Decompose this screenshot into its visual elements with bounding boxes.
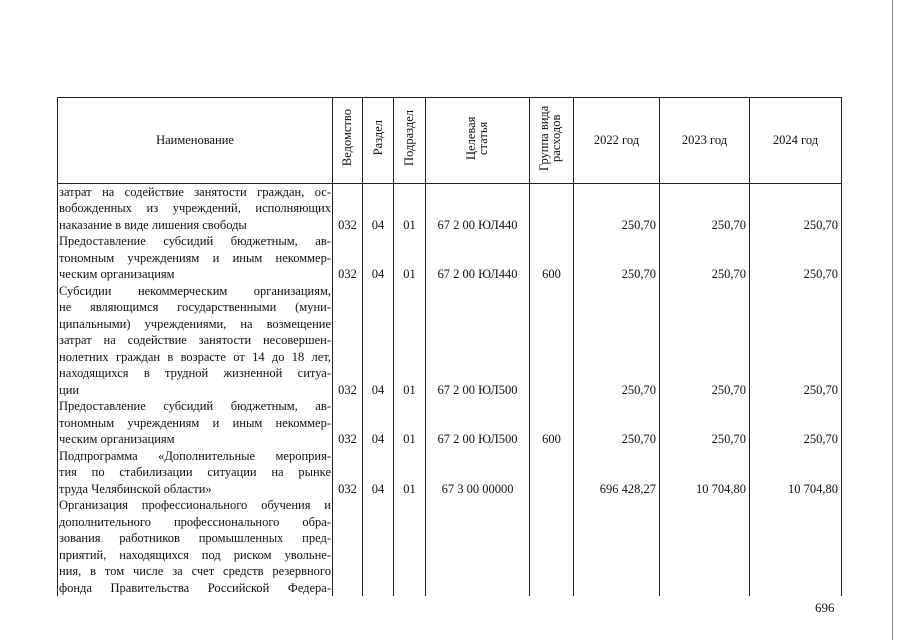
- row-value-2023: 250,70: [660, 283, 750, 399]
- row-name-line: Субсидии некоммерческим организациям,: [59, 283, 331, 298]
- table-row: [58, 497, 842, 596]
- row-expense-group: 600: [530, 233, 574, 283]
- row-name-line: ческим организациям: [59, 267, 175, 281]
- row-value-2024: 10 704,80: [750, 448, 842, 498]
- row-name-line: затрат на содействие занятости несовершен-: [59, 333, 331, 347]
- row-name-cell: [58, 398, 333, 448]
- header-department: Ведомство: [333, 98, 363, 184]
- row-name-line: ческим организациям: [59, 432, 175, 446]
- row-name-line: не являющимся государственными (муни-: [59, 300, 331, 314]
- row-name-line: Подпрограмма «Дополнительные мероприя-: [59, 448, 331, 463]
- table-row: [58, 448, 842, 498]
- page-edge-line: [892, 0, 893, 640]
- row-value-2023: [660, 497, 750, 596]
- row-subsection: 01: [394, 183, 426, 233]
- row-value-2024: 250,70: [750, 233, 842, 283]
- row-name-line: ципальными) учреждениями, на возмещение: [59, 316, 331, 331]
- table-row: [58, 283, 842, 399]
- row-name-line: Организация профессионального обучения и: [59, 498, 331, 512]
- header-2023: 2023 год: [660, 98, 750, 184]
- row-subsection: 01: [394, 233, 426, 283]
- row-name-line: фонда Правительства Российской Федера-: [59, 580, 331, 595]
- row-name-line: тономным учреждениям и иным некоммер-: [59, 250, 331, 265]
- row-name-line: Предоставление субсидий бюджетным, ав-: [59, 399, 331, 413]
- row-name-line: наказание в виде лишения свободы: [59, 217, 247, 232]
- row-target-article: 67 2 00 ЮЛ500: [426, 283, 530, 399]
- row-expense-group: [530, 183, 574, 233]
- row-name-line: приятий, находящихся под риском увольне-: [59, 547, 331, 562]
- table-body: [58, 183, 842, 596]
- row-section: 04: [363, 283, 394, 399]
- row-value-2022: [574, 497, 660, 596]
- row-name-line: находящихся в трудной жизненной ситуа-: [59, 366, 331, 380]
- row-name-line: дополнительного профессионального обра-: [59, 514, 331, 529]
- row-value-2024: 250,70: [750, 183, 842, 233]
- row-subsection: 01: [394, 398, 426, 448]
- table-row: [58, 233, 842, 283]
- header-section: Раздел: [363, 98, 394, 184]
- row-target-article: 67 2 00 ЮЛ440: [426, 233, 530, 283]
- row-name-cell: [58, 283, 333, 399]
- row-department: 032: [333, 183, 363, 233]
- row-name-cell: [58, 497, 333, 596]
- row-target-article: [426, 497, 530, 596]
- header-expense-group: Группа вида расходов: [530, 98, 574, 184]
- row-value-2022: 250,70: [574, 183, 660, 233]
- row-value-2022: 250,70: [574, 283, 660, 399]
- table-row: [58, 398, 842, 448]
- row-subsection: 01: [394, 448, 426, 498]
- row-name-line: затрат на содействие занятости граждан, ос-: [59, 184, 331, 199]
- row-section: [363, 497, 394, 596]
- row-department: 032: [333, 398, 363, 448]
- row-name-line: Предоставление субсидий бюджетным, ав-: [59, 234, 331, 248]
- row-name-line: вобожденных из учреждений, исполняющих: [59, 201, 331, 215]
- table-header-row: [58, 98, 842, 184]
- row-expense-group: [530, 497, 574, 596]
- row-name-cell: [58, 183, 333, 233]
- header-subsection: Подраздел: [394, 98, 426, 184]
- table-row: [58, 183, 842, 233]
- row-department: 032: [333, 283, 363, 399]
- row-department: 032: [333, 448, 363, 498]
- row-name-line: ции: [59, 382, 80, 397]
- row-value-2022: 250,70: [574, 233, 660, 283]
- row-value-2023: 250,70: [660, 233, 750, 283]
- row-section: 04: [363, 233, 394, 283]
- row-value-2022: 696 428,27: [574, 448, 660, 498]
- row-name-line: зования работников промышленных пред-: [59, 531, 331, 545]
- row-target-article: 67 2 00 ЮЛ440: [426, 183, 530, 233]
- header-name: Наименование: [58, 98, 333, 184]
- row-value-2024: 250,70: [750, 398, 842, 448]
- row-name-line: ния, в том числе за счет средств резервного: [59, 564, 331, 578]
- row-name-line: труда Челябинской области»: [59, 481, 212, 496]
- row-target-article: 67 2 00 ЮЛ500: [426, 398, 530, 448]
- budget-table: [57, 97, 842, 596]
- header-2024: 2024 год: [750, 98, 842, 184]
- row-name-cell: [58, 233, 333, 283]
- row-section: 04: [363, 183, 394, 233]
- row-value-2024: [750, 497, 842, 596]
- row-expense-group: 600: [530, 398, 574, 448]
- row-target-article: 67 3 00 00000: [426, 448, 530, 498]
- row-value-2023: 10 704,80: [660, 448, 750, 498]
- row-value-2023: 250,70: [660, 183, 750, 233]
- row-name-line: тия по стабилизации ситуации на рынке: [59, 465, 331, 479]
- header-target-article: Целевая статья: [426, 98, 530, 184]
- page-number: 696: [815, 600, 835, 615]
- header-2022: 2022 год: [574, 98, 660, 184]
- row-value-2022: 250,70: [574, 398, 660, 448]
- row-subsection: 01: [394, 283, 426, 399]
- row-department: 032: [333, 233, 363, 283]
- row-expense-group: [530, 283, 574, 399]
- row-expense-group: [530, 448, 574, 498]
- row-section: 04: [363, 448, 394, 498]
- row-department: [333, 497, 363, 596]
- row-name-cell: [58, 448, 333, 498]
- row-name-line: тономным учреждениям и иным некоммер-: [59, 415, 331, 430]
- row-value-2024: 250,70: [750, 283, 842, 399]
- row-subsection: [394, 497, 426, 596]
- row-name-line: нолетних граждан в возрасте от 14 до 18 лет,: [59, 349, 331, 364]
- row-value-2023: 250,70: [660, 398, 750, 448]
- row-section: 04: [363, 398, 394, 448]
